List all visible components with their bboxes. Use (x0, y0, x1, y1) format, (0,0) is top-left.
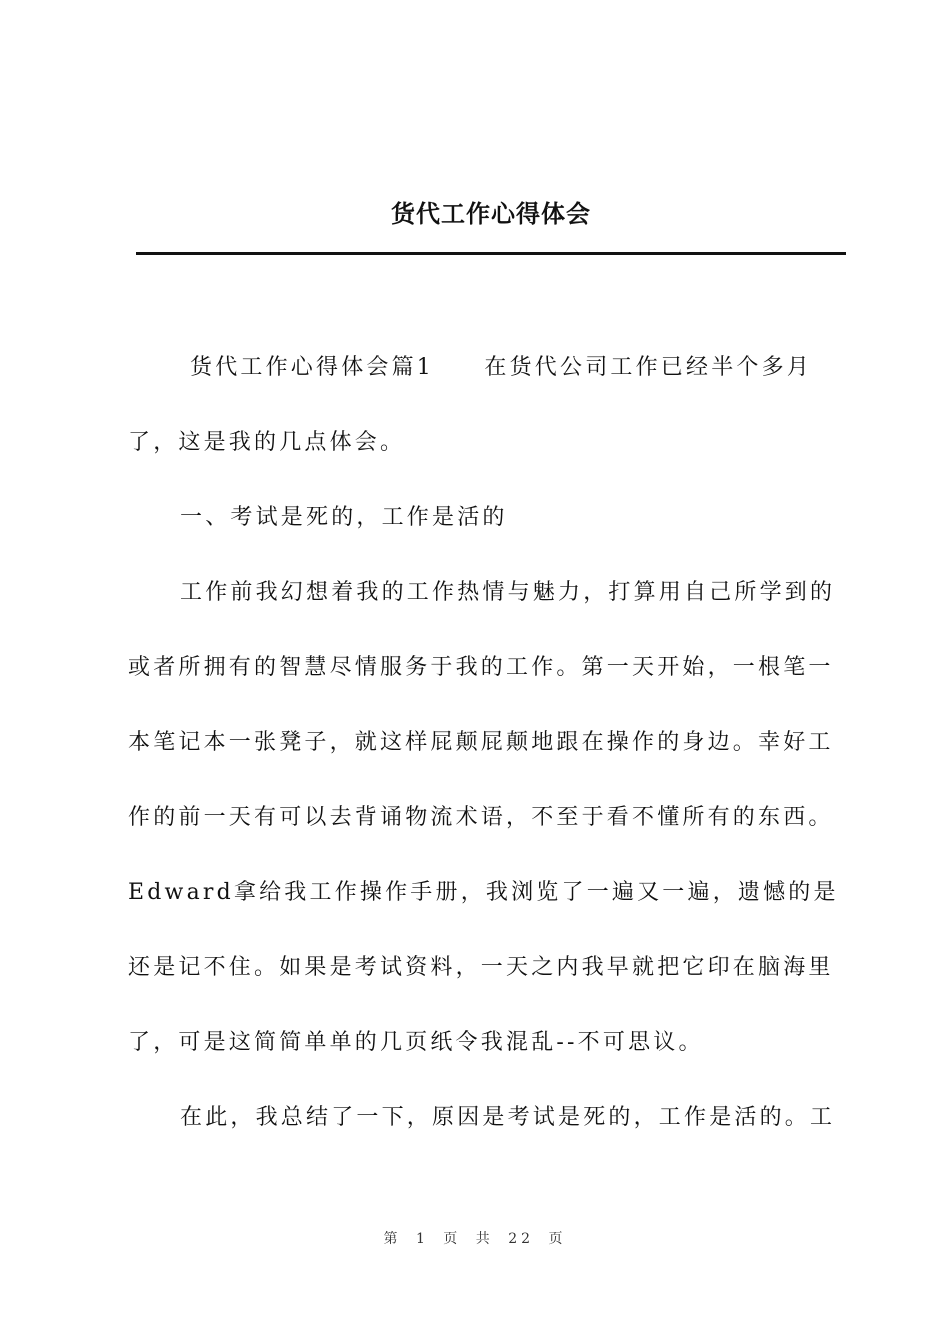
section-heading: 一、考试是死的，工作是活的 (180, 505, 508, 530)
paragraph-line: 了，可是这简简单单的几页纸令我混乱--不可思议。 (128, 1030, 704, 1055)
paragraph-line: 作的前一天有可以去背诵物流术语，不至于看不懂所有的东西。 (128, 805, 834, 830)
document-title: 货代工作心得体会 (391, 200, 591, 228)
paragraph-line: Edward拿给我工作操作手册，我浏览了一遍又一遍，遗憾的是 (128, 880, 839, 905)
paragraph-line: 货代工作心得体会篇1 在货代公司工作已经半个多月 (190, 355, 812, 380)
document-body (128, 340, 846, 1165)
paragraph-line: 在此，我总结了一下，原因是考试是死的，工作是活的。工 (180, 1105, 836, 1130)
paragraph-line: 本笔记本一张凳子，就这样屁颠屁颠地跟在操作的身边。幸好工 (128, 730, 834, 755)
page-number-footer: 第 1 页 共 22 页 (383, 1231, 567, 1247)
paragraph-line: 或者所拥有的智慧尽情服务于我的工作。第一天开始，一根笔一 (128, 655, 834, 680)
paragraph-line: 工作前我幻想着我的工作热情与魅力，打算用自己所学到的 (180, 580, 836, 605)
title-divider (136, 252, 846, 255)
paragraph-line: 了，这是我的几点体会。 (128, 430, 406, 455)
paragraph-line: 还是记不住。如果是考试资料，一天之内我早就把它印在脑海里 (128, 955, 834, 980)
